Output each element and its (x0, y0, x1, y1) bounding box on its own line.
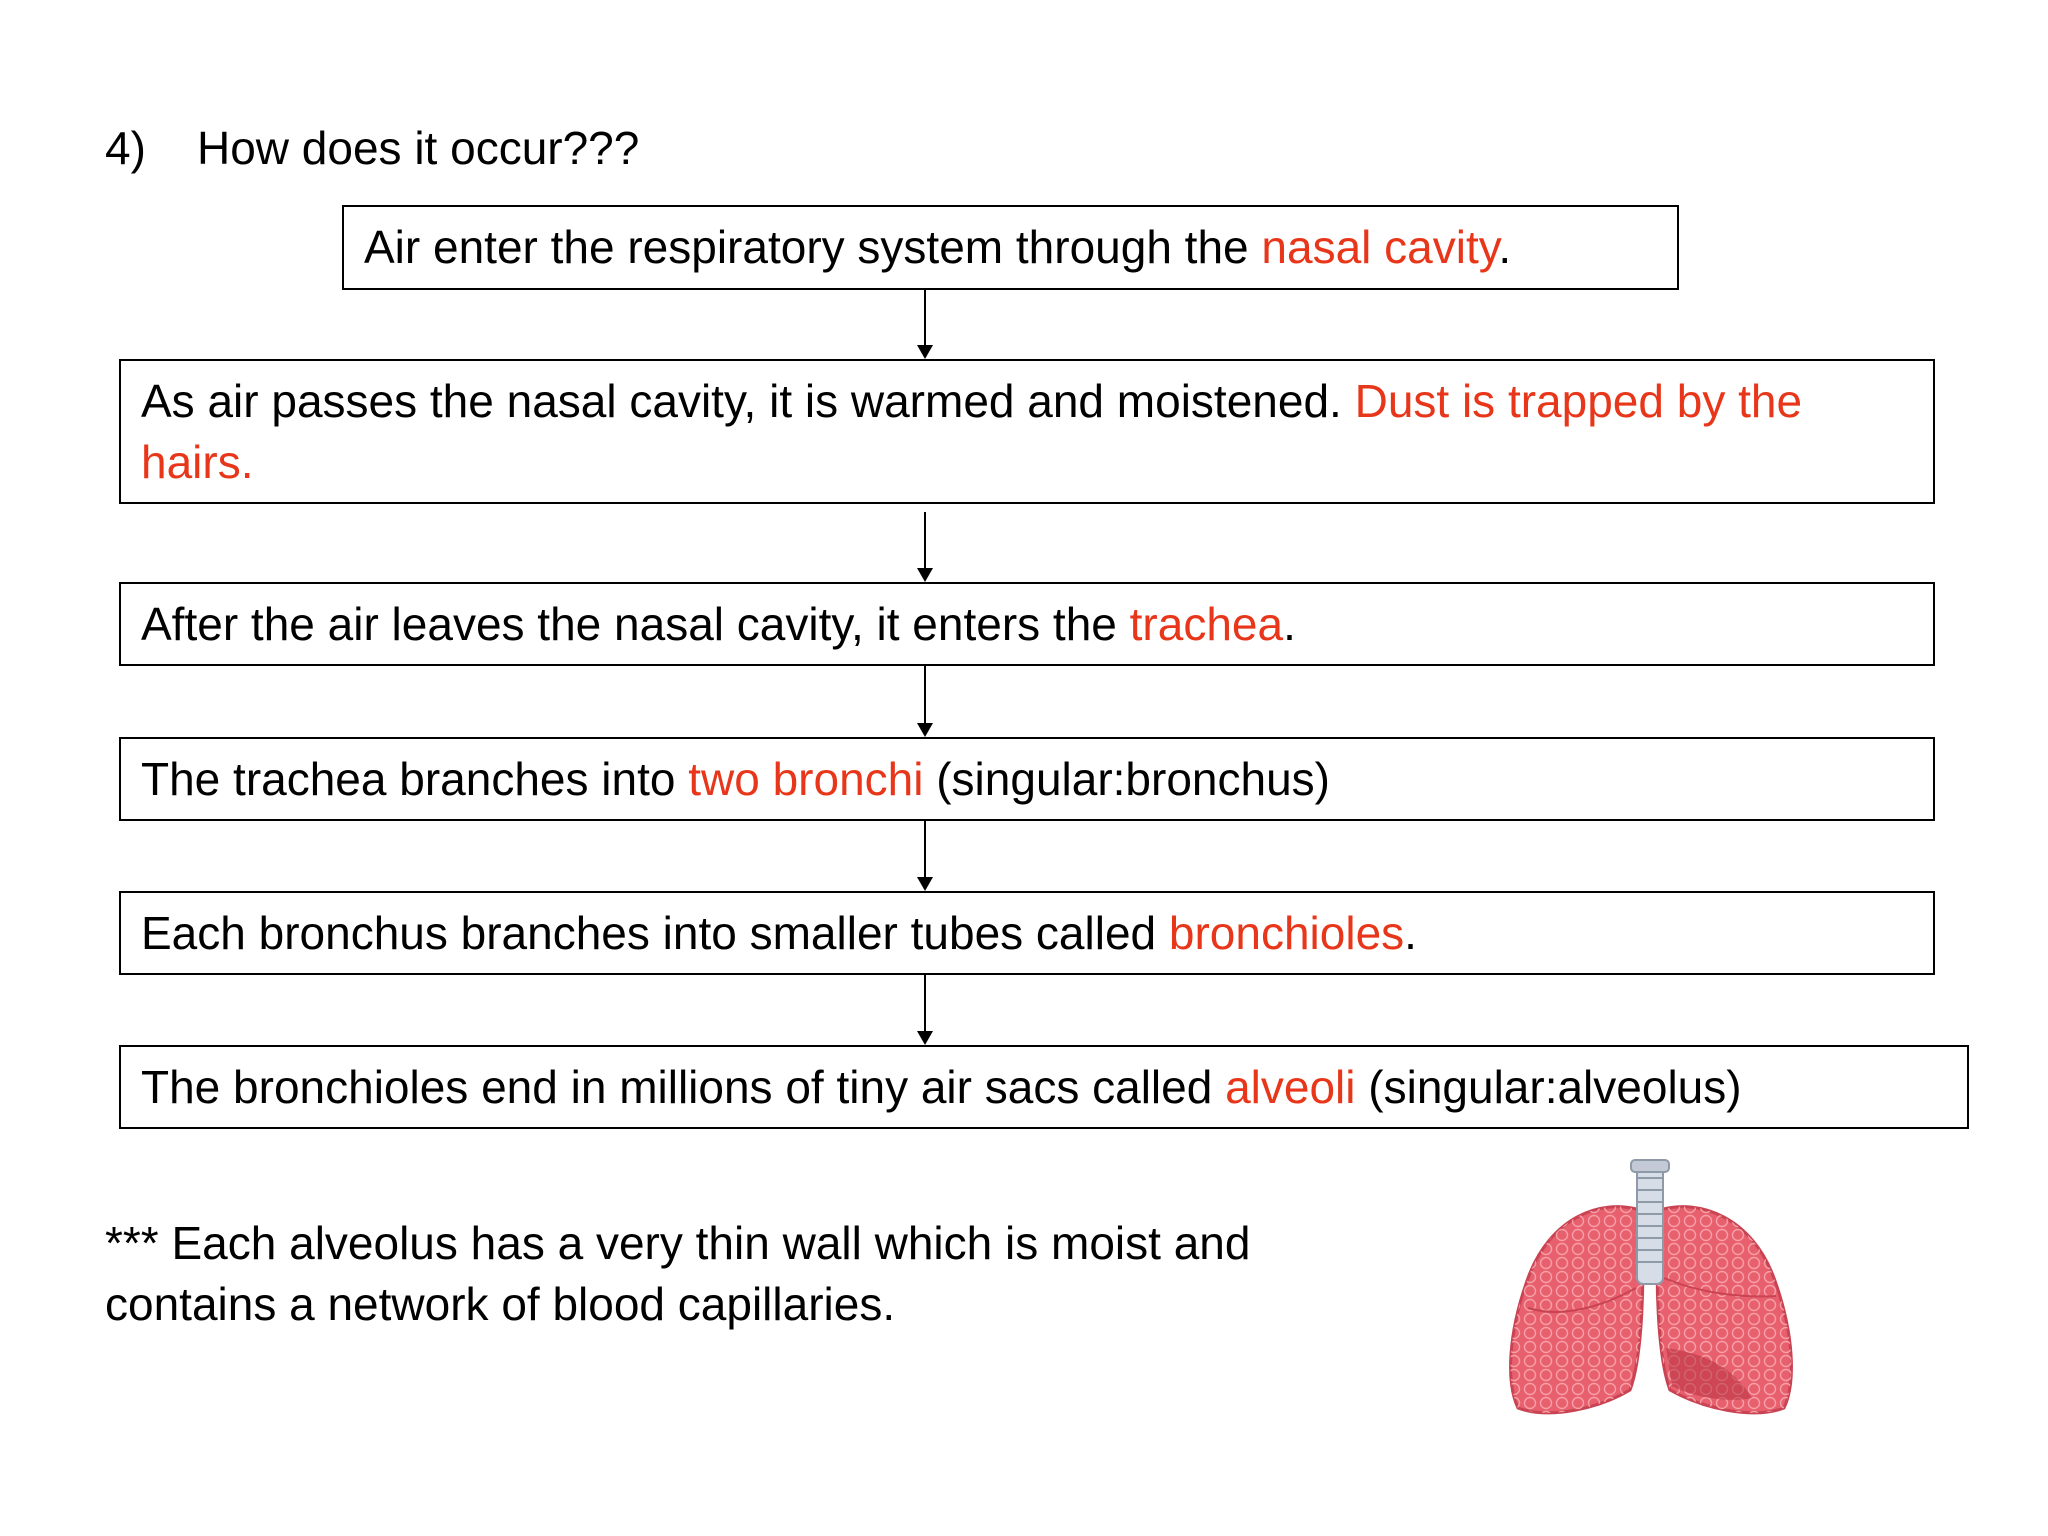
step-text: After the air leaves the nasal cavity, it enters the (141, 597, 1130, 650)
step-text: The trachea branches into (141, 752, 689, 805)
step-text-end: . (1404, 906, 1417, 959)
down-arrow-icon (915, 821, 935, 891)
step-text: Each bronchus branches into smaller tubes called (141, 906, 1169, 959)
lungs-illustration (1490, 1158, 1810, 1418)
heading-text: How does it occur??? (197, 122, 640, 174)
step-text: As air passes the nasal cavity, it is warmed and moistened. (141, 374, 1355, 427)
flow-step-bronchi (119, 737, 1935, 821)
step-text: The bronchioles end in millions of tiny air sacs called (141, 1060, 1226, 1113)
step-highlight: trachea (1129, 597, 1284, 650)
slide-heading (105, 118, 639, 178)
step-text: Air enter the respiratory system through the (364, 221, 1262, 273)
down-arrow-icon (915, 975, 935, 1045)
step-text-end: . (1498, 221, 1512, 273)
flow-step-nasal-cavity (342, 205, 1679, 290)
alveolus-note: *** Each alveolus has a very thin wall which is moist and contains a network of blood capillaries. (105, 1217, 1251, 1330)
down-arrow-icon (915, 666, 935, 737)
down-arrow-icon (915, 290, 935, 359)
flow-step-trachea (119, 582, 1935, 666)
flow-step-warming (119, 359, 1935, 504)
trachea (1637, 1164, 1663, 1284)
flow-step-bronchioles (119, 891, 1935, 975)
step-highlight: bronchioles (1168, 906, 1405, 959)
down-arrow-icon (915, 512, 935, 582)
step-text-end: (singular:alveolus) (1355, 1060, 1742, 1113)
step-highlight: nasal cavity (1261, 221, 1499, 273)
step-text-end: (singular:bronchus) (923, 752, 1330, 805)
flow-step-alveoli (119, 1045, 1969, 1129)
step-highlight: two bronchi (688, 752, 924, 805)
step-text-end: . (1283, 597, 1296, 650)
step-highlight: Dust is trapped by the hairs. (141, 374, 1803, 488)
step-highlight: alveoli (1225, 1060, 1356, 1113)
heading-number: 4) (105, 122, 146, 174)
